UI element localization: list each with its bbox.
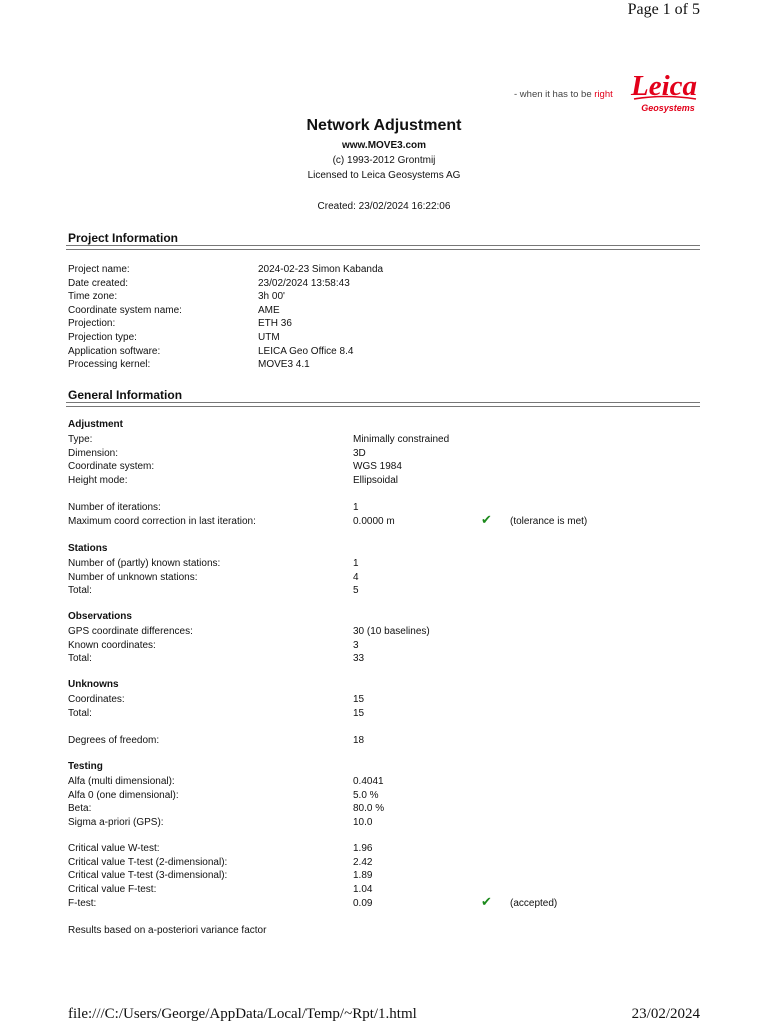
info-value: ETH 36 [258, 318, 292, 330]
info-label: Dimension: [68, 447, 119, 459]
info-label: Beta: [68, 803, 92, 815]
info-label: Alfa 0 (one dimensional): [68, 789, 179, 801]
info-value: MOVE3 4.1 [258, 359, 310, 371]
info-value: UTM [258, 332, 280, 343]
info-label: Total: [68, 707, 92, 719]
info-value: 0.4041 [353, 776, 384, 787]
info-value: 15 [353, 694, 365, 705]
info-value: 4 [353, 571, 359, 583]
info-value: 1 [353, 558, 359, 569]
info-value: 23/02/2024 13:58:43 [258, 277, 350, 289]
tagline-prefix: - when it has to be [514, 89, 595, 100]
checkmark-icon: ✔ [481, 894, 492, 909]
info-label: Alfa (multi dimensional): [68, 776, 175, 787]
info-label: GPS coordinate differences: [68, 626, 193, 637]
report-site: www.MOVE3.com [341, 140, 427, 151]
info-label: Known coordinates: [68, 639, 156, 651]
group-title-observations: Observations [68, 611, 132, 622]
group-title-adjustment: Adjustment [68, 419, 123, 430]
info-value: 1.96 [353, 843, 373, 854]
info-label: Projection type: [68, 332, 137, 343]
info-label: Type: [68, 434, 93, 445]
info-value: 80.0 % [353, 803, 385, 815]
info-value: 3h 00' [258, 291, 285, 303]
info-label: Coordinates: [68, 694, 125, 705]
info-value: 1 [353, 502, 359, 513]
status-note: (accepted) [510, 898, 558, 909]
status-note: (tolerance is met) [510, 516, 588, 527]
info-label: Coordinate system name: [68, 304, 182, 316]
group-title-unknowns: Unknowns [68, 679, 119, 690]
info-label: Project name: [68, 264, 130, 275]
info-label: Total: [68, 585, 92, 597]
info-label: Number of iterations: [68, 502, 161, 513]
tagline-highlight: right [594, 89, 613, 100]
info-label: Application software: [68, 345, 161, 357]
section-heading-project: Project Information [68, 231, 179, 245]
info-value: 1.04 [353, 883, 373, 895]
info-value: 30 (10 baselines) [353, 626, 430, 637]
results-note: Results based on a-posteriori variance factor [68, 925, 267, 936]
info-label: Coordinate system: [68, 461, 155, 473]
info-label: Maximum coord correction in last iteration: [68, 516, 256, 527]
page-number: Page 1 of 5 [627, 1, 700, 18]
report-copyright: (c) 1993-2012 Grontmij [332, 155, 436, 166]
info-label: Degrees of freedom: [68, 735, 160, 746]
info-value: LEICA Geo Office 8.4 [258, 345, 354, 357]
brand-tagline [514, 89, 613, 100]
info-label: Height mode: [68, 474, 128, 486]
info-value: AME [258, 304, 280, 316]
info-value: 2.42 [353, 856, 373, 868]
info-value: Ellipsoidal [353, 474, 399, 486]
info-value: 18 [353, 735, 365, 746]
info-value: 10.0 [353, 816, 373, 828]
info-value: 0.09 [353, 898, 373, 909]
report-title: Network Adjustment [306, 117, 462, 134]
info-label: Critical value T-test (3-dimensional): [68, 870, 228, 882]
info-label: Critical value W-test: [68, 843, 160, 854]
group-title-stations: Stations [68, 543, 108, 554]
info-value: 5.0 % [353, 789, 379, 801]
report-license: Licensed to Leica Geosystems AG [307, 170, 461, 181]
info-label: Projection: [68, 318, 116, 330]
section-heading-general: General Information [68, 388, 183, 402]
section-divider [66, 402, 700, 407]
info-label: Time zone: [68, 291, 118, 303]
info-value: 1.89 [353, 870, 373, 882]
info-value: 15 [353, 707, 365, 719]
footer-file-path: file:///C:/Users/George/AppData/Local/Temp/~Rpt/1.html [68, 1006, 417, 1022]
report-created: Created: 23/02/2024 16:22:06 [317, 201, 451, 212]
info-value: 0.0000 m [353, 516, 395, 527]
info-value: WGS 1984 [353, 461, 402, 473]
footer-date: 23/02/2024 [631, 1006, 700, 1022]
leica-logo [626, 68, 702, 114]
logo-text: Leica [630, 70, 698, 102]
info-value: Minimally constrained [353, 434, 450, 445]
info-value: 2024-02-23 Simon Kabanda [258, 264, 384, 275]
info-label: Number of (partly) known stations: [68, 558, 221, 569]
group-title-testing: Testing [68, 761, 103, 772]
info-value: 3 [353, 639, 359, 651]
info-value: 5 [353, 585, 359, 597]
info-label: F-test: [68, 898, 97, 909]
section-divider [66, 245, 700, 250]
logo-subtext: Geosystems [641, 103, 695, 113]
info-label: Date created: [68, 277, 129, 289]
info-value: 33 [353, 653, 365, 665]
info-label: Critical value T-test (2-dimensional): [68, 856, 228, 868]
checkmark-icon: ✔ [481, 512, 492, 527]
info-label: Number of unknown stations: [68, 571, 198, 583]
info-value: 3D [353, 447, 366, 459]
info-label: Total: [68, 653, 92, 665]
info-label: Critical value F-test: [68, 883, 157, 895]
info-label: Processing kernel: [68, 359, 151, 371]
info-label: Sigma a-priori (GPS): [68, 816, 164, 828]
